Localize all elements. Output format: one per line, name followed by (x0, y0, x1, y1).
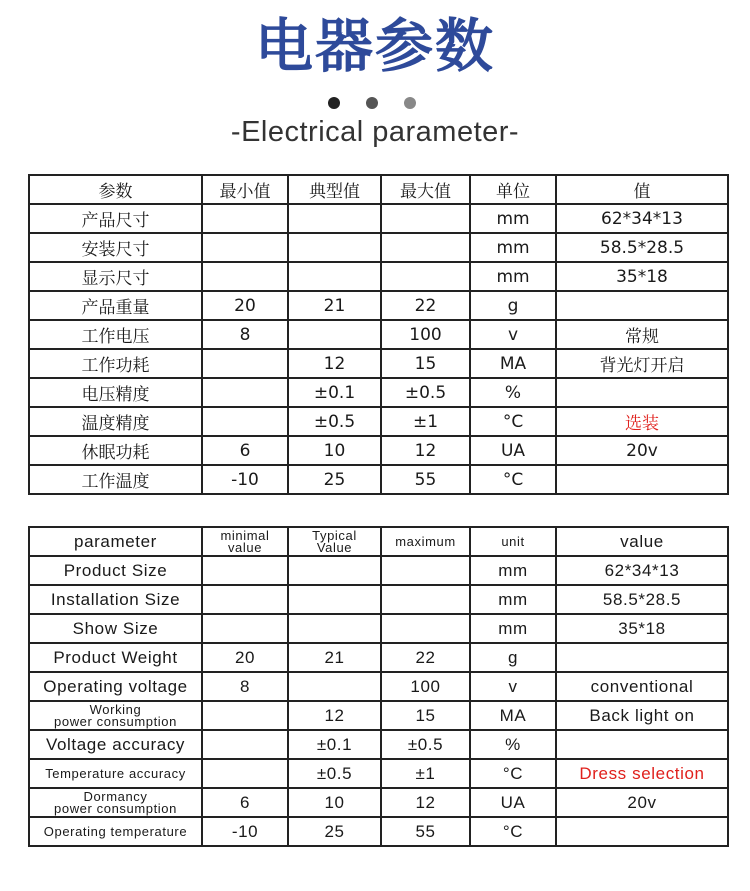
table-row (29, 672, 728, 701)
typical-cell (288, 614, 381, 643)
column-header (288, 527, 381, 556)
min-cell (202, 233, 288, 262)
unit-cell: g (470, 643, 556, 672)
column-header: value (556, 527, 728, 556)
parameter-cell: Operating temperature (29, 817, 202, 846)
parameter-table-chinese (28, 174, 729, 495)
table-row (29, 291, 728, 320)
max-cell (381, 585, 470, 614)
typical-cell: 12 (288, 349, 381, 378)
decorative-dots (0, 97, 750, 111)
table-row (29, 262, 728, 291)
min-cell (202, 407, 288, 436)
column-header-line: Value (316, 539, 353, 555)
dot-icon (328, 97, 340, 109)
max-cell: 55 (381, 817, 470, 846)
column-header: 最大值 (381, 175, 470, 204)
value-cell: conventional (556, 672, 728, 701)
table-row (29, 585, 728, 614)
min-cell: 20 (202, 643, 288, 672)
unit-cell: mm (470, 233, 556, 262)
value-cell (556, 643, 728, 672)
parameter-cell: 工作电压 (29, 320, 202, 349)
parameter-cell: 温度精度 (29, 407, 202, 436)
max-cell (381, 233, 470, 262)
value-cell: 选装 (556, 407, 728, 436)
min-cell (202, 730, 288, 759)
parameter-cell: Temperature accuracy (29, 759, 202, 788)
unit-cell: UA (470, 788, 556, 817)
value-cell: 35*18 (556, 262, 728, 291)
min-cell: 6 (202, 436, 288, 465)
value-cell: Back light on (556, 701, 728, 730)
typical-cell: ±0.5 (288, 759, 381, 788)
unit-cell: g (470, 291, 556, 320)
value-cell: 20v (556, 788, 728, 817)
parameter-cell: Product Size (29, 556, 202, 585)
value-cell: 35*18 (556, 614, 728, 643)
parameter-cell: Show Size (29, 614, 202, 643)
typical-cell: 25 (288, 817, 381, 846)
typical-cell (288, 672, 381, 701)
value-cell: 58.5*28.5 (556, 233, 728, 262)
column-header: 典型值 (288, 175, 381, 204)
unit-cell: % (470, 730, 556, 759)
min-cell (202, 701, 288, 730)
table-row (29, 320, 728, 349)
typical-cell (288, 585, 381, 614)
parameter-cell: Operating voltage (29, 672, 202, 701)
table-row (29, 701, 728, 730)
parameter-cell-line: Working (89, 701, 142, 717)
value-cell: 20v (556, 436, 728, 465)
value-cell: Dress selection (556, 759, 728, 788)
value-cell: 62*34*13 (556, 556, 728, 585)
column-header: 参数 (29, 175, 202, 204)
column-header: 单位 (470, 175, 556, 204)
column-header: maximum (381, 527, 470, 556)
min-cell: -10 (202, 817, 288, 846)
min-cell (202, 349, 288, 378)
table-row (29, 436, 728, 465)
unit-cell: °C (470, 759, 556, 788)
parameter-cell (29, 788, 202, 817)
min-cell: 6 (202, 788, 288, 817)
page-title-chinese: 电器参数 (254, 12, 495, 80)
typical-cell: ±0.1 (288, 378, 381, 407)
table-row (29, 349, 728, 378)
parameter-cell: Installation Size (29, 585, 202, 614)
parameter-cell: Product Weight (29, 643, 202, 672)
column-header-line: value (227, 539, 263, 555)
table-row (29, 730, 728, 759)
value-cell (556, 730, 728, 759)
column-header: 值 (556, 175, 728, 204)
table-row (29, 378, 728, 407)
table-row (29, 643, 728, 672)
max-cell: ±1 (381, 407, 470, 436)
typical-cell: ±0.5 (288, 407, 381, 436)
parameter-cell-line: Dormancy (83, 788, 148, 804)
value-cell: 58.5*28.5 (556, 585, 728, 614)
parameter-cell-line: power consumption (54, 713, 177, 729)
parameter-cell: 产品尺寸 (29, 204, 202, 233)
column-header (202, 527, 288, 556)
max-cell (381, 556, 470, 585)
parameter-cell-line: power consumption (54, 800, 177, 816)
column-header-line: Typical (312, 527, 357, 543)
min-cell (202, 378, 288, 407)
dot-icon (366, 97, 378, 109)
max-cell: ±0.5 (381, 378, 470, 407)
max-cell: 22 (381, 291, 470, 320)
unit-cell: mm (470, 262, 556, 291)
typical-cell (288, 556, 381, 585)
parameter-cell (29, 701, 202, 730)
unit-cell: v (470, 320, 556, 349)
table-row (29, 233, 728, 262)
unit-cell: °C (470, 817, 556, 846)
min-cell (202, 614, 288, 643)
max-cell: 12 (381, 436, 470, 465)
typical-cell: 10 (288, 436, 381, 465)
parameter-cell: 休眠功耗 (29, 436, 202, 465)
table-row (29, 465, 728, 494)
column-header: parameter (29, 527, 202, 556)
unit-cell: °C (470, 407, 556, 436)
value-cell (556, 378, 728, 407)
unit-cell: mm (470, 204, 556, 233)
typical-cell (288, 233, 381, 262)
typical-cell: 21 (288, 643, 381, 672)
value-cell (556, 291, 728, 320)
max-cell: 12 (381, 788, 470, 817)
unit-cell: °C (470, 465, 556, 494)
typical-cell: 21 (288, 291, 381, 320)
unit-cell: UA (470, 436, 556, 465)
table-row (29, 788, 728, 817)
table-header-row (29, 527, 728, 556)
parameter-cell: 显示尺寸 (29, 262, 202, 291)
unit-cell: v (470, 672, 556, 701)
column-header: unit (470, 527, 556, 556)
value-cell (556, 817, 728, 846)
max-cell (381, 204, 470, 233)
max-cell: 22 (381, 643, 470, 672)
max-cell: 100 (381, 320, 470, 349)
typical-cell: 10 (288, 788, 381, 817)
page-subtitle-english: -Electrical parameter- (230, 116, 520, 148)
min-cell (202, 204, 288, 233)
dot-icon (404, 97, 416, 109)
parameter-cell: 工作温度 (29, 465, 202, 494)
max-cell: ±0.5 (381, 730, 470, 759)
typical-cell: ±0.1 (288, 730, 381, 759)
unit-cell: mm (470, 556, 556, 585)
max-cell (381, 262, 470, 291)
typical-cell (288, 320, 381, 349)
parameter-cell: 产品重量 (29, 291, 202, 320)
table-row (29, 204, 728, 233)
max-cell: 15 (381, 349, 470, 378)
table-row (29, 556, 728, 585)
table-row (29, 407, 728, 436)
parameter-table-english (28, 526, 729, 847)
table-row (29, 759, 728, 788)
min-cell: -10 (202, 465, 288, 494)
min-cell: 20 (202, 291, 288, 320)
max-cell: 55 (381, 465, 470, 494)
max-cell: 15 (381, 701, 470, 730)
min-cell (202, 585, 288, 614)
unit-cell: mm (470, 585, 556, 614)
typical-cell: 12 (288, 701, 381, 730)
typical-cell (288, 204, 381, 233)
table-header-row (29, 175, 728, 204)
unit-cell: % (470, 378, 556, 407)
typical-cell (288, 262, 381, 291)
unit-cell: MA (470, 701, 556, 730)
min-cell (202, 262, 288, 291)
parameter-cell: 工作功耗 (29, 349, 202, 378)
value-cell: 背光灯开启 (556, 349, 728, 378)
parameter-cell: Voltage accuracy (29, 730, 202, 759)
table-row (29, 614, 728, 643)
min-cell: 8 (202, 672, 288, 701)
column-header-line: minimal (220, 527, 270, 543)
max-cell: ±1 (381, 759, 470, 788)
unit-cell: mm (470, 614, 556, 643)
value-cell: 62*34*13 (556, 204, 728, 233)
value-cell (556, 465, 728, 494)
max-cell: 100 (381, 672, 470, 701)
table-row (29, 817, 728, 846)
parameter-cell: 安装尺寸 (29, 233, 202, 262)
min-cell (202, 759, 288, 788)
max-cell (381, 614, 470, 643)
min-cell (202, 556, 288, 585)
typical-cell: 25 (288, 465, 381, 494)
unit-cell: MA (470, 349, 556, 378)
column-header: 最小值 (202, 175, 288, 204)
value-cell: 常规 (556, 320, 728, 349)
min-cell: 8 (202, 320, 288, 349)
parameter-cell: 电压精度 (29, 378, 202, 407)
